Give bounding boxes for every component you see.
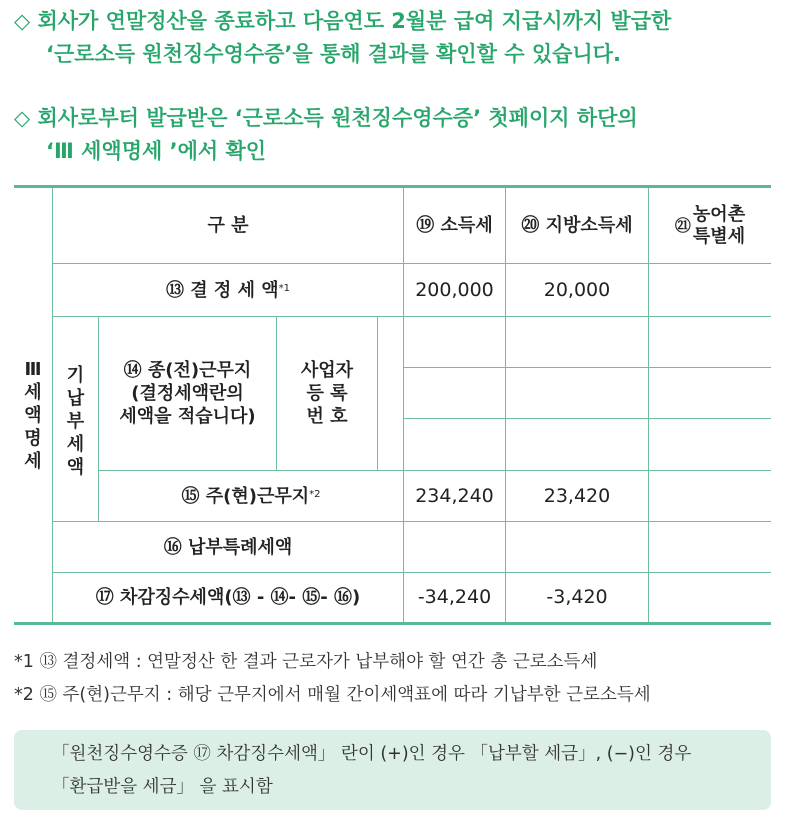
header-income-tax: ⑲ 소득세: [416, 215, 493, 236]
intro-paragraph-1-line-2: ‘근로소득 원천징수영수증’을 통해 결과를 확인할 수 있습니다.: [46, 42, 621, 66]
divider: [403, 418, 771, 419]
row-deducted-collection-tax-income: -34,240: [417, 586, 492, 608]
intro-paragraph-2: [14, 102, 784, 168]
info-box-line-2: 「환급받을 세금」 을 표시함: [52, 777, 273, 797]
row-current-workplace-label: ⑮ 주(현)근무지 $^{*2}$: [181, 485, 321, 507]
footnote-2: *2 ⑮ 주(현)근무지 : 해당 근무지에서 매월 간이세액표에 따라 기납부한 근로소득세: [14, 685, 651, 705]
intro-paragraph-2-line-2: ‘Ⅲ 세액명세 ’에서 확인: [46, 139, 267, 163]
row-deducted-collection-tax-label: ⑰ 차감징수세액(⑬ - ⑭- ⑮- ⑯): [95, 587, 361, 608]
row-determined-tax-income: 200,000: [415, 278, 494, 301]
row-determined-tax-local: 20,000: [543, 278, 611, 301]
business-registration-number-label: 사업자 등 록 번 호: [300, 360, 354, 427]
intro-paragraph-1-line-1: ◇ 회사가 연말정산을 종료하고 다음연도 2월분 급여 지급시까지 발급한: [14, 9, 672, 33]
footnote-1: *1 ⑬ 결정세액 : 연말정산 한 결과 근로자가 납부해야 할 연간 총 근로소득세: [14, 652, 598, 672]
row-special-payment-tax-label: ⑯ 납부특례세액: [163, 536, 293, 558]
intro-paragraph-2-line-1: ◇ 회사로부터 발급받은 ‘근로소득 원천징수영수증’ 첫페이지 하단의: [14, 106, 638, 130]
prepaid-tax-label: 기 납 부 세 액: [66, 364, 85, 478]
row-current-workplace-local: 23,420: [543, 484, 611, 507]
divider: [403, 367, 771, 368]
table-bottom-border: [14, 622, 771, 625]
tax-detail-table: [14, 185, 771, 625]
row-deducted-collection-tax-local: -3,420: [546, 586, 608, 608]
row-current-workplace-income: 234,240: [415, 484, 494, 507]
diamond-bullet-icon: ◇: [14, 106, 31, 130]
header-local-income-tax: ⑳ 지방소득세: [521, 215, 633, 236]
intro-paragraph-1: [14, 5, 784, 71]
header-rural-special-tax: ㉑ 농어촌 특별세: [674, 203, 746, 247]
row-determined-tax-label: ⑬ 결 정 세 액 $^{*1}$: [166, 279, 290, 301]
section-label-tax-details: Ⅲ 세 액 명 세: [24, 358, 42, 472]
header-category: 구 분: [207, 215, 249, 236]
divider: [377, 316, 378, 470]
diamond-bullet-icon: ◇: [14, 9, 31, 33]
info-box: [14, 730, 771, 810]
info-box-line-1: 「원천징수영수증 ⑰ 차감징수세액」 란이 (+)인 경우 「납부할 세금」, (−)인 경우: [52, 744, 692, 764]
row-previous-workplace-label: ⑭ 종(전)근무지 (결정세액란의 세액을 적습니다): [119, 360, 256, 427]
